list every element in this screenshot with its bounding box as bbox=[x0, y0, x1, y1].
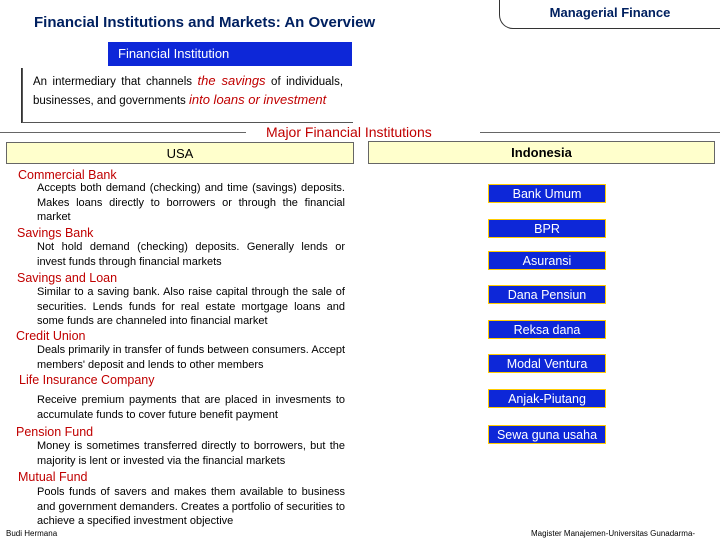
divider-right bbox=[480, 132, 720, 133]
usa-item-name: Savings and Loan bbox=[17, 271, 118, 285]
usa-column-header: USA bbox=[6, 142, 354, 164]
indonesia-item: Asuransi bbox=[488, 251, 606, 270]
usa-item-name: Savings Bank bbox=[17, 226, 94, 240]
usa-item-name: Life Insurance Company bbox=[19, 373, 155, 387]
usa-item-desc: Pools funds of savers and makes them available to business and government demanders. Creates a portfolio of securities to achieve a specified investment objective bbox=[37, 486, 345, 528]
definition-highlight-2: into loans or investment bbox=[188, 92, 327, 107]
usa-item-name: Pension Fund bbox=[16, 425, 94, 439]
course-title: Managerial Finance bbox=[549, 5, 671, 20]
usa-item-name: Commercial Bank bbox=[18, 168, 117, 182]
definition-text bbox=[33, 72, 343, 110]
indonesia-item: Bank Umum bbox=[488, 184, 606, 203]
financial-institution-heading: Financial Institution bbox=[108, 42, 352, 66]
major-institutions-title: Major Financial Institutions bbox=[266, 124, 432, 140]
usa-item-desc: Similar to a saving bank. Also raise capital through the sale of securities. Lends funds for real estate mortgage loans and some funds are channeled into financial market bbox=[37, 286, 345, 328]
usa-item-name: Credit Union bbox=[16, 329, 86, 343]
indonesia-column-header: Indonesia bbox=[368, 141, 715, 164]
page-title: Financial Institutions and Markets: An Overview bbox=[34, 14, 376, 31]
usa-item-desc: Deals primarily in transfer of funds between consumers. Accept members' deposit and lends to other members bbox=[37, 344, 345, 371]
usa-item-desc: Money is sometimes transferred directly to borrowers, but the majority is lent or invested via the financial markets bbox=[37, 440, 345, 467]
usa-item-desc: Not hold demand (checking) deposits. Generally lends or invest funds through financial markets bbox=[37, 241, 345, 268]
divider-left bbox=[0, 132, 246, 133]
indonesia-item: Anjak-Piutang bbox=[488, 389, 606, 408]
indonesia-item: Dana Pensiun bbox=[488, 285, 606, 304]
indonesia-item: BPR bbox=[488, 219, 606, 238]
definition-part-1: An intermediary that channels bbox=[33, 76, 198, 88]
usa-item-name: Mutual Fund bbox=[18, 470, 88, 484]
definition-highlight-1: the savings bbox=[197, 73, 266, 88]
indonesia-item: Sewa guna usaha bbox=[488, 425, 606, 444]
footer-author: Budi Hermana bbox=[6, 529, 58, 538]
usa-item-desc: Accepts both demand (checking) and time (savings) deposits. Makes loans directly to borrowers or through the financial market bbox=[37, 182, 345, 224]
indonesia-item: Modal Ventura bbox=[488, 354, 606, 373]
definition-part-2: of individuals, businesses, and governments bbox=[33, 76, 344, 107]
usa-item-desc: Receive premium payments that are placed in invesments to accumulate funds to cover future benefit payment bbox=[37, 394, 345, 421]
footer-institution: Magister Manajemen-Universitas Gunadarma- bbox=[531, 529, 696, 538]
indonesia-item: Reksa dana bbox=[488, 320, 606, 339]
